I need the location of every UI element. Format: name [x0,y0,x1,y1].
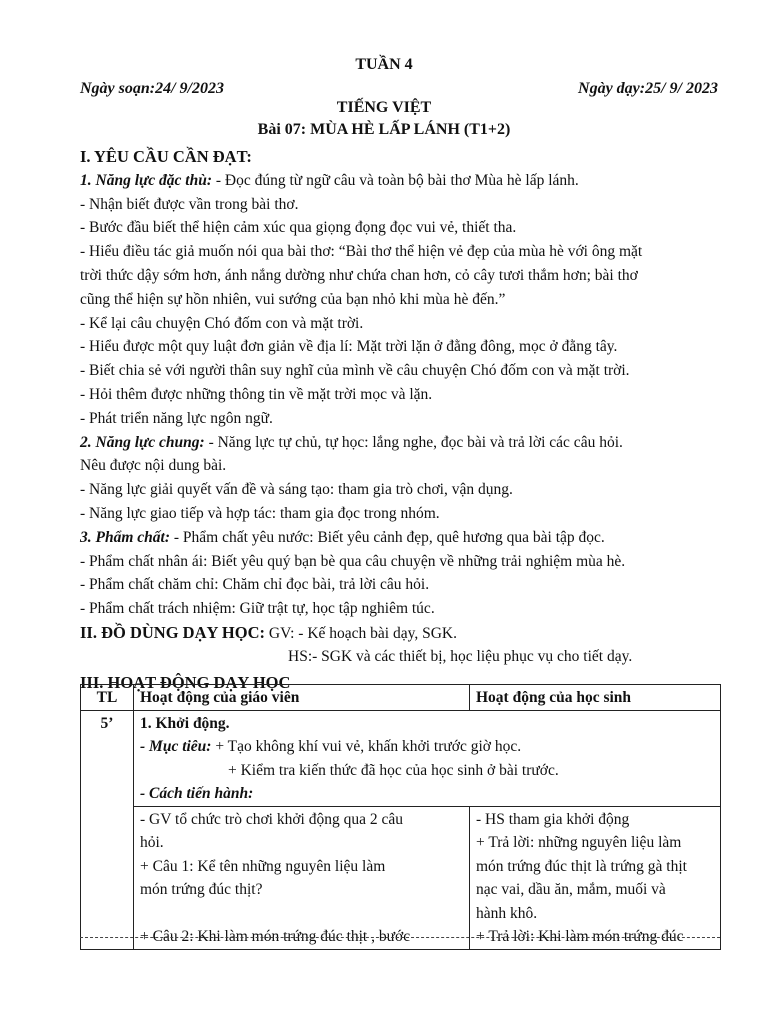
text-line: - Biết chia sẻ với người thân suy nghĩ của mình về câu chuyện Chó đốm con và mặt trời. [80,362,630,380]
subject-title: TIẾNG VIỆT [336,99,432,116]
text-line: món trứng đúc thịt là trứng gà thịt [476,857,687,875]
text-line: nạc vai, dầu ăn, mắm, muối và [476,881,666,898]
paragraph [80,526,730,550]
table-row [81,806,721,949]
prep-date: Ngày soạn:24/ 9/2023 [80,80,224,97]
paragraph-text: - Năng lực tự chủ, tự học: lắng nghe, đọc bài và trả lời các câu hỏi. [204,433,623,451]
column-header: Hoạt động của học sinh [470,685,721,711]
text-line: - Bước đầu biết thể hiện cảm xúc qua giọng đọng đọc vui vẻ, thiết tha. [80,219,517,237]
page-cut-line [80,937,720,938]
text-line: + Kiểm tra kiến thức đã học của học sinh ở bài trước. [228,761,559,779]
paragraph [80,621,730,645]
paragraph-text: GV: - Kế hoạch bài dạy, SGK. [265,624,457,642]
paragraph-label: 1. Năng lực đặc thù: [80,171,212,189]
paragraph-label: - Mục tiêu: [140,738,212,755]
text-line: HS:- SGK và các thiết bị, học liệu phục vụ cho tiết dạy. [288,647,633,665]
text-line: + Câu 1: Kể tên những nguyên liệu làm [140,857,386,875]
section-heading: I. YÊU CẦU CẦN ĐẠT: [80,147,252,166]
text-line: - Nhận biết được vần trong bài thơ. [80,195,299,213]
text-line: - GV tổ chức trò chơi khởi động qua 2 câu [140,810,403,828]
text-line: - Phẩm chất trách nhiệm: Giữ trật tự, học tập nghiêm túc. [80,600,435,618]
paragraph-text: + Tạo không khí vui vẻ, khấn khởi trước giờ học. [211,738,522,755]
table-cell-teacher [134,806,470,949]
text-line: món trứng đúc thịt? [140,881,263,898]
text-line: Nêu được nội dung bài. [80,457,227,475]
text-line: cũng thể hiện sự hồn nhiên, vui sướng của bạn nhỏ khi mùa hè đến.” [80,290,506,308]
text-line: trời thức dậy sớm hơn, ánh nắng dường như chứa chan hơn, cỏ cây tươi thắm hơn; bài thơ [80,266,638,284]
column-header: TL [81,685,134,711]
text-line: + Câu 2: Khi làm món trứng đúc thịt , bước [140,928,411,945]
text-line [140,902,463,926]
text-line: - Năng lực giao tiếp và hợp tác: tham gia đọc trong nhóm. [80,504,440,522]
text-line [140,735,714,759]
week-title: TUẦN 4 [355,56,413,73]
table-cell-tl: 5’ [81,710,134,949]
paragraph-label: - Cách tiến hành: [140,785,254,802]
text-line: - Phát triển năng lực ngôn ngữ. [80,409,273,427]
document-body [80,145,730,694]
text-line: - Kể lại câu chuyện Chó đốm con và mặt trời. [80,314,364,332]
table-cell-student [470,806,721,949]
section-heading: III. HOẠT ĐỘNG DẠY HỌC [80,672,291,692]
activity-title: 1. Khởi động. [140,714,230,732]
paragraph-label: 2. Năng lực chung: [80,433,205,451]
text-line: - Phẩm chất chăm chỉ: Chăm chỉ đọc bài, trả lời câu hỏi. [80,576,430,594]
text-line: - Hiểu điều tác giả muốn nói qua bài thơ: “Bài thơ thể hiện vẻ đẹp của mùa hè với ông mặt [80,243,643,261]
teach-date: Ngày dạy:25/ 9/ 2023 [578,80,718,97]
text-line: hỏi. [140,834,164,851]
text-line: - Năng lực giải quyết vấn đề và sáng tạo: tham gia trò chơi, vận dụng. [80,481,513,499]
paragraph [80,431,730,455]
lesson-title: Bài 07: MÙA HÈ LẤP LÁNH (T1+2) [257,121,511,138]
table-header-row [81,685,721,711]
activity-table [80,684,721,950]
text-line: - Phẩm chất nhân ái: Biết yêu quý bạn bè qua câu chuyện về những trải nghiệm mùa hè. [80,552,626,570]
table-cell [134,710,721,806]
text-line: - Hỏi thêm được những thông tin về mặt trời mọc và lặn. [80,385,433,403]
paragraph-label: 3. Phẩm chất: [80,528,170,546]
paragraph-text: - Phẩm chất yêu nước: Biết yêu cảnh đẹp, quê hương qua bài tập đọc. [170,528,605,546]
text-line: hành khô. [476,904,538,922]
paragraph [80,169,730,193]
text-line: + Trả lời: Khi làm món trứng đúc [476,928,684,945]
text-line: - HS tham gia khởi động [476,810,630,828]
section-heading: II. ĐỒ DÙNG DẠY HỌC: [80,622,266,642]
column-header: Hoạt động của giáo viên [134,685,470,711]
paragraph-text: - Đọc đúng từ ngữ câu và toàn bộ bài thơ Mùa hè lấp lánh. [212,171,579,189]
table-row [81,710,721,806]
text-line: + Trả lời: những nguyên liệu làm [476,834,682,851]
text-line: - Hiểu được một quy luật đơn giản về địa lí: Mặt trời lặn ở đằng đông, mọc ở đằng tây. [80,338,618,356]
